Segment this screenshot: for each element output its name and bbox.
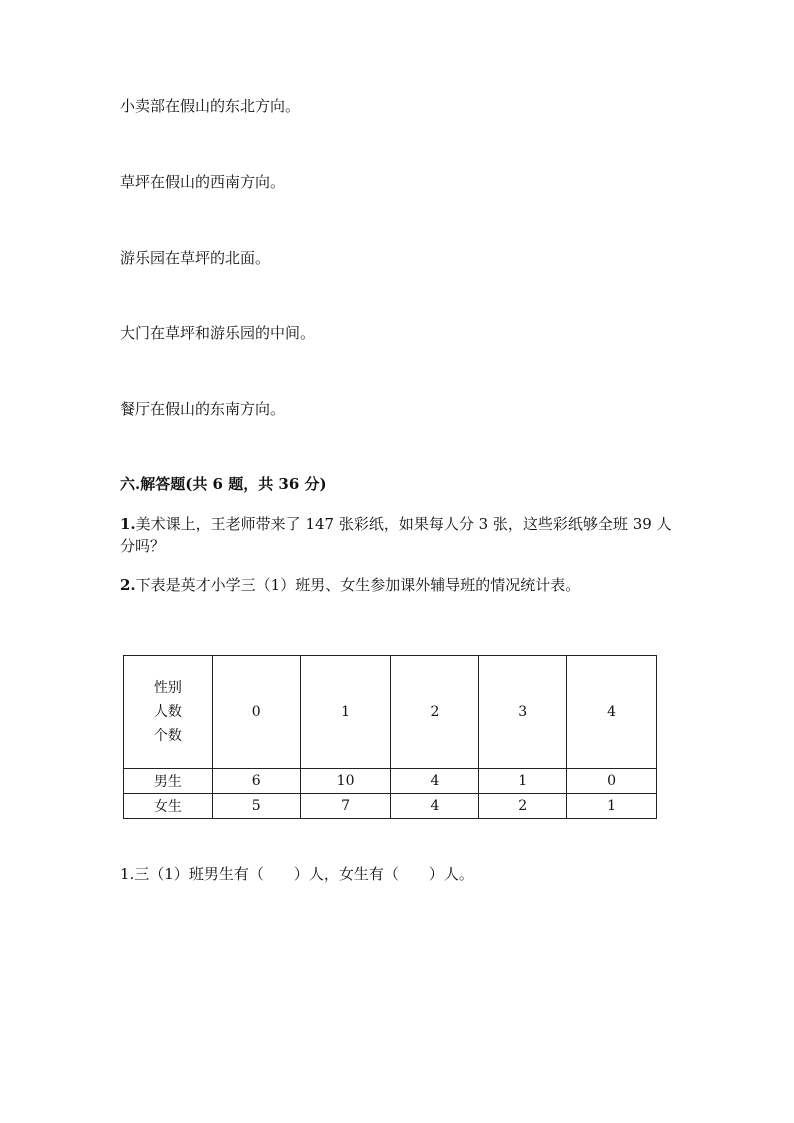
statement-4: 大门在草坪和游乐园的中间。 bbox=[120, 324, 316, 342]
table-cell: 1 bbox=[567, 794, 657, 819]
row-label: 男生 bbox=[124, 769, 213, 794]
question-2-number: 2. bbox=[120, 576, 136, 594]
question-1 bbox=[120, 513, 680, 557]
header-label-count: 个数 bbox=[153, 728, 182, 744]
table-cell: 6 bbox=[212, 769, 300, 794]
table-cell: 5 bbox=[212, 794, 300, 819]
column-header: 0 bbox=[212, 656, 300, 769]
header-label-people: 人数 bbox=[153, 704, 182, 720]
statement-1: 小卖部在假山的东北方向。 bbox=[120, 97, 301, 115]
table-header-row bbox=[124, 656, 657, 769]
column-header: 1 bbox=[300, 656, 391, 769]
question-2 bbox=[120, 574, 680, 596]
table-cell: 1 bbox=[479, 769, 567, 794]
statistics-table bbox=[123, 655, 657, 819]
table-row bbox=[124, 794, 657, 819]
column-header: 3 bbox=[479, 656, 567, 769]
question-2-text: 下表是英才小学三（1）班男、女生参加课外辅导班的情况统计表。 bbox=[135, 576, 581, 594]
header-label-gender: 性别 bbox=[153, 680, 182, 696]
statement-5: 餐厅在假山的东南方向。 bbox=[120, 400, 286, 418]
table-cell: 4 bbox=[391, 794, 479, 819]
table-cell: 4 bbox=[391, 769, 479, 794]
table-cell: 2 bbox=[479, 794, 567, 819]
sub-question-1: 1.三（1）班男生有（ ）人，女生有（ ）人。 bbox=[120, 865, 474, 883]
header-diagonal-cell bbox=[124, 656, 213, 769]
section-heading: 六.解答题(共 6 题，共 36 分) bbox=[120, 475, 327, 493]
question-1-number: 1. bbox=[120, 515, 136, 533]
column-header: 2 bbox=[391, 656, 479, 769]
statement-3: 游乐园在草坪的北面。 bbox=[120, 249, 271, 267]
statement-2: 草坪在假山的西南方向。 bbox=[120, 173, 286, 191]
question-1-text: 美术课上，王老师带来了 147 张彩纸，如果每人分 3 张，这些彩纸够全班 39 人分吗？ bbox=[120, 515, 672, 555]
column-header: 4 bbox=[567, 656, 657, 769]
row-label: 女生 bbox=[124, 794, 213, 819]
table-cell: 7 bbox=[300, 794, 391, 819]
table-cell: 0 bbox=[567, 769, 657, 794]
table-cell: 10 bbox=[300, 769, 391, 794]
table-row bbox=[124, 769, 657, 794]
